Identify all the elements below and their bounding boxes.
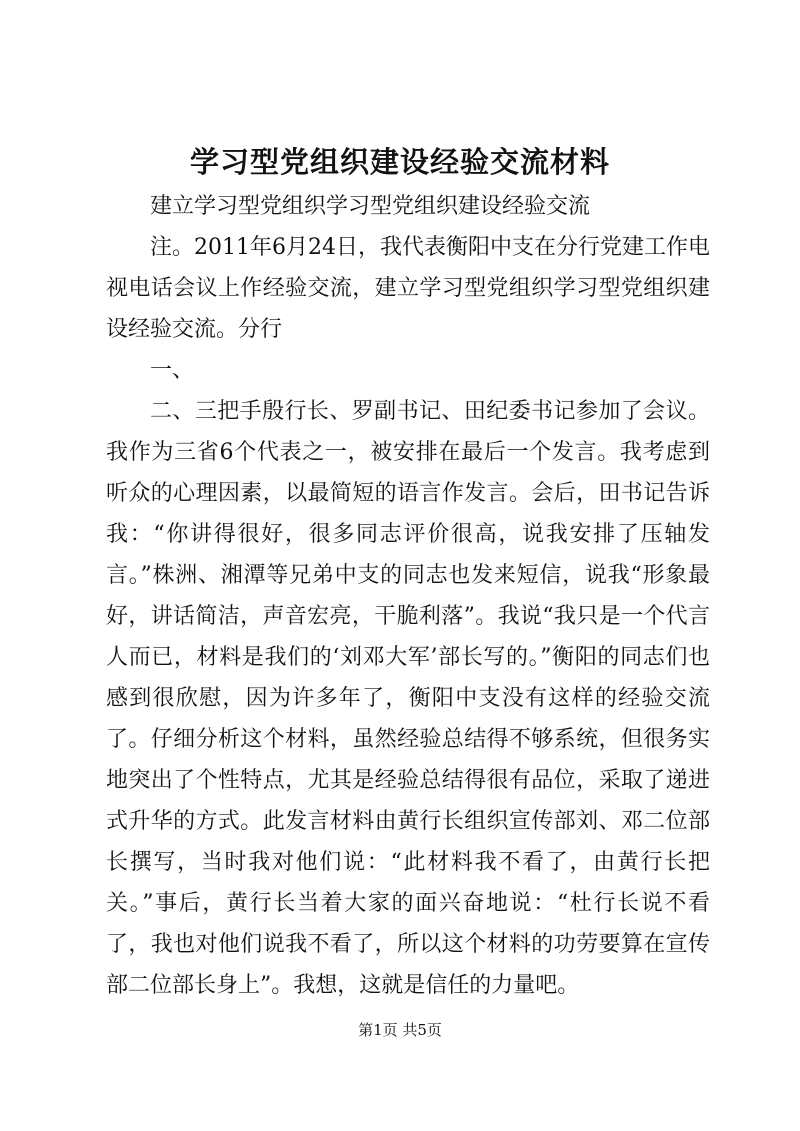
page-footer: 第1页 共5页 [358, 1021, 442, 1039]
document-title: 学习型党组织建设经验交流材料 [189, 145, 610, 179]
paragraph-section-one: 一、 [150, 358, 195, 383]
paragraph-subtitle: 建立学习型党组织学习型党组织建设经验交流 [150, 194, 591, 219]
document-body [106, 186, 710, 1006]
paragraph-section-two: 二、三把手殷行长、罗副书记、田纪委书记参加了会议。我作为三省6个代表之一，被安排在最后一个发言。我考虑到听众的心理因素，以最简短的语言作发言。会后，田书记告诉我：“你讲得很好，很多同志评价很高，说我安排了压轴发言。”株洲、湘潭等兄弟中支的同志也发来短信，说我“形象最好，讲话简洁，声音宏亮，干脆利落”。我说“我只是一个代言人而已，材料是我们的‘刘邓大军’部长写的。”衡阳的同志们也感到很欣慰，因为许多年了，衡阳中支没有这样的经验交流了。仔细分析这个材料，虽然经验总结得不够系统，但很务实地突出了个性特点，尤其是经验总结得很有品位，采取了递进式升华的方式。此发言材料由黄行长组织宣传部刘、邓二位部长撰写，当时我对他们说：“此材料我不看了，由黄行长把关。”事后，黄行长当着大家的面兴奋地说：“杜行长说不看了，我也对他们说我不看了，所以这个材料的功劳要算在宣传部二位部长身上”。我想，这就是信任的力量吧。 [106, 399, 710, 998]
paragraph-intro: 注。2011年6月24日，我代表衡阳中支在分行党建工作电视电话会议上作经验交流，建立学习型党组织学习型党组织建设经验交流。分行 [106, 235, 710, 342]
